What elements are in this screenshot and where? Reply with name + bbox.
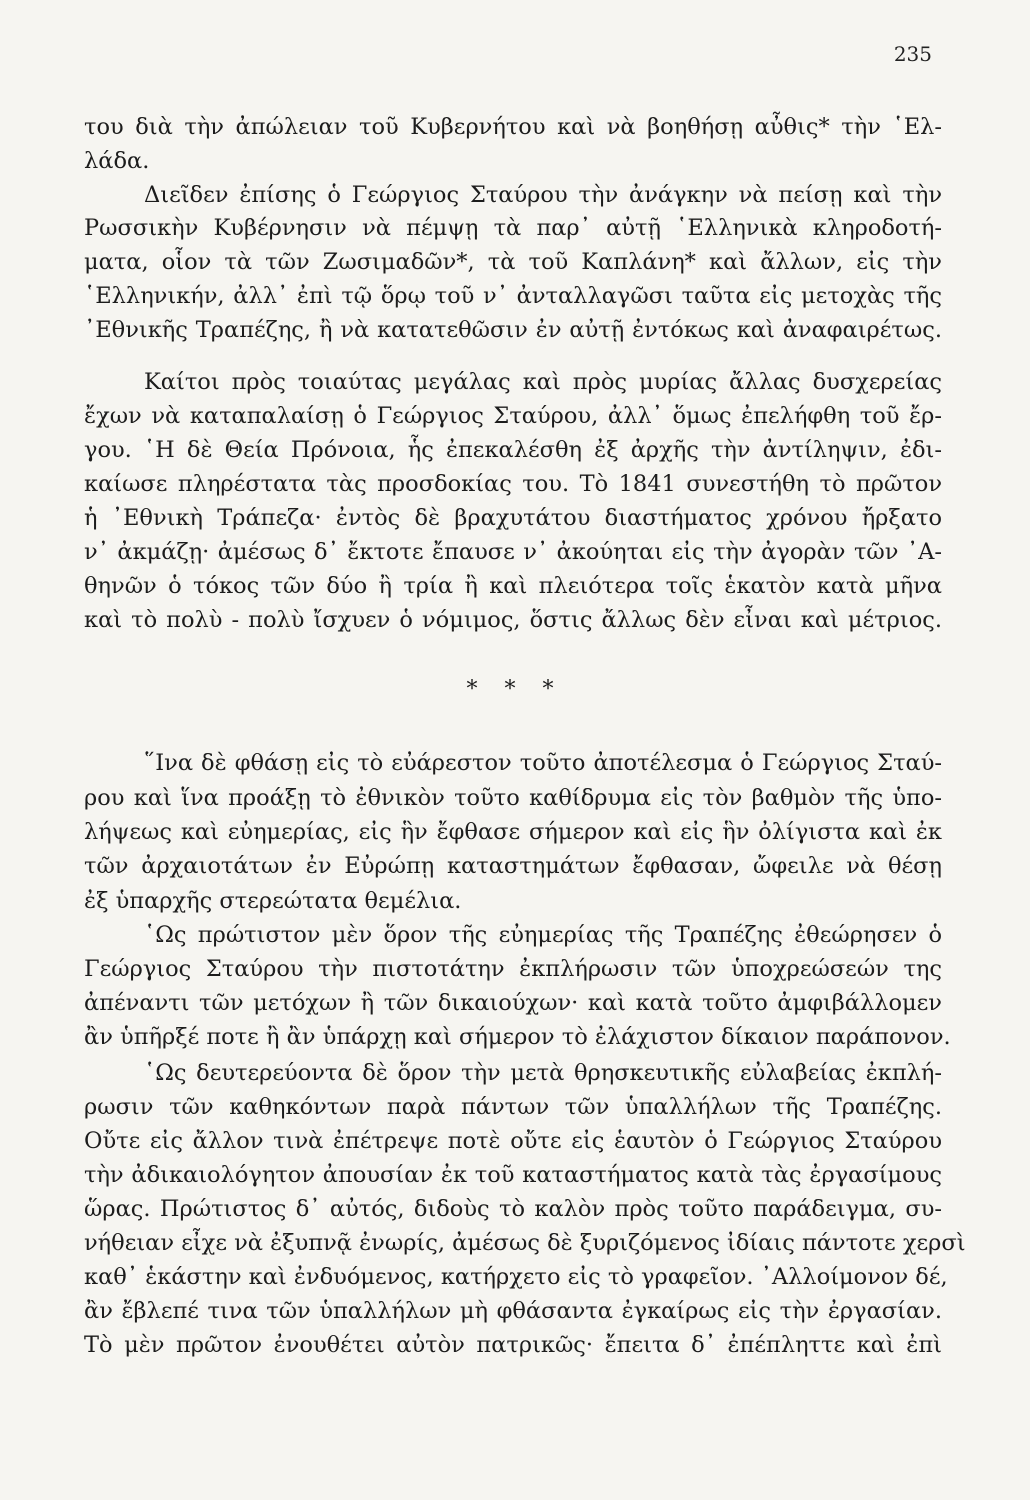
text-line: καθ᾽ ἑκάστην καὶ ἐνδυόμενος, κατήρχετο εἰς τὸ γραφεῖον. ᾽Αλλοίμονον δέ, [84, 1264, 948, 1290]
text-line: ἀπέναντι τῶν μετόχων ἢ τῶν δικαιούχων· καὶ κατὰ τοῦτο ἀμφιβάλλομεν [84, 990, 942, 1016]
text-line: ἡ ᾽Εθνικὴ Τράπεζα· ἐντὸς δὲ βραχυτάτου διαστήματος χρόνου ἤρξατο [84, 505, 942, 531]
text-line: νήθειαν εἶχε νὰ ἐξυπνᾷ ἐνωρίς, ἀμέσως δὲ ξυριζόμενος ἰδίαις πάντοτε χερσὶ [84, 1230, 966, 1256]
text-line: ῾Ως πρώτιστον μὲν ὅρον τῆς εὐημερίας τῆς Τραπέζης ἐθεώρησεν ὁ [144, 922, 942, 948]
text-line: ρου καὶ ἵνα προάξῃ τὸ ἐθνικὸν τοῦτο καθίδρυμα εἰς τὸν βαθμὸν τῆς ὑπο- [84, 785, 942, 811]
text-line: ἂν ἔβλεπέ τινα τῶν ὑπαλλήλων μὴ φθάσαντα ἐγκαίρως εἰς τὴν ἐργασίαν. [84, 1298, 942, 1324]
text-line: θηνῶν ὁ τόκος τῶν δύο ἢ τρία ἢ καὶ πλειότερα τοῖς ἑκατὸν κατὰ μῆνα [84, 573, 942, 599]
text-line: Οὔτε εἰς ἄλλον τινὰ ἐπέτρεψε ποτὲ οὔτε εἰς ἑαυτὸν ὁ Γεώργιος Σταύρου [84, 1128, 942, 1154]
text-line: Καίτοι πρὸς τοιαύτας μεγάλας καὶ πρὸς μυρίας ἄλλας δυσχερείας [144, 369, 942, 395]
page-number: 235 [893, 42, 932, 66]
text-line: ἔχων νὰ καταπαλαίσῃ ὁ Γεώργιος Σταύρου, ἀλλ᾽ ὅμως ἐπελήφθη τοῦ ἔρ- [84, 403, 942, 429]
text-line: ν᾽ ἀκμάζῃ· ἀμέσως δ᾽ ἔκτοτε ἔπαυσε ν᾽ ἀκούηται εἰς τὴν ἀγορὰν τῶν ᾽Α- [84, 539, 942, 565]
text-line: ῾Ελληνικήν, ἀλλ᾽ ἐπὶ τῷ ὅρῳ τοῦ ν᾽ ἀνταλλαγῶσι ταῦτα εἰς μετοχὰς τῆς [84, 283, 942, 309]
text-line: ματα, οἷον τὰ τῶν Ζωσιμαδῶν*, τὰ τοῦ Καπλάνη* καὶ ἄλλων, εἰς τὴν [84, 249, 942, 275]
text-line: ἐξ ὑπαρχῆς στερεώτατα θεμέλια. [84, 888, 462, 914]
text-line: ᾽Εθνικῆς Τραπέζης, ἢ νὰ κατατεθῶσιν ἐν αὐτῇ ἐντόκως καὶ ἀναφαιρέτως. [84, 317, 942, 343]
section-separator: * * * [466, 677, 564, 702]
text-line: Τὸ μὲν πρῶτον ἐνουθέτει αὐτὸν πατρικῶς· ἔπειτα δ᾽ ἐπέπληττε καὶ ἐπὶ [84, 1332, 942, 1358]
text-line: Διεῖδεν ἐπίσης ὁ Γεώργιος Σταύρου τὴν ἀνάγκην νὰ πείσῃ καὶ τὴν [144, 182, 942, 208]
text-line: καίωσε πληρέστατα τὰς προσδοκίας του. Τὸ 1841 συνεστήθη τὸ πρῶτον [84, 471, 942, 497]
text-line: ῾Ως δευτερεύοντα δὲ ὅρον τὴν μετὰ θρησκευτικῆς εὐλαβείας ἐκπλή- [144, 1060, 942, 1086]
text-line: λάδα. [84, 148, 150, 174]
text-line: καὶ τὸ πολὺ - πολὺ ἴσχυεν ὁ νόμιμος, ὅστις ἄλλως δὲν εἶναι καὶ μέτριος. [84, 607, 942, 633]
text-line: ἂν ὑπῆρξέ ποτε ἢ ἂν ὑπάρχῃ καὶ σήμερον τὸ ἐλάχιστον δίκαιον παράπονον. [84, 1024, 951, 1050]
text-line: ὥρας. Πρώτιστος δ᾽ αὐτός, διδοὺς τὸ καλὸν πρὸς τοῦτο παράδειγμα, συ- [84, 1196, 942, 1222]
text-line: ρωσιν τῶν καθηκόντων παρὰ πάντων τῶν ὑπαλλήλων τῆς Τραπέζης. [84, 1094, 942, 1120]
text-line: του διὰ τὴν ἀπώλειαν τοῦ Κυβερνήτου καὶ νὰ βοηθήσῃ αὖθις* τὴν ῾Ελ- [84, 114, 942, 140]
text-line: λήψεως καὶ εὐημερίας, εἰς ἣν ἔφθασε σήμερον καὶ εἰς ἣν ὀλίγιστα καὶ ἐκ [84, 819, 942, 845]
text-line: τῶν ἀρχαιοτάτων ἐν Εὐρώπῃ καταστημάτων ἔφθασαν, ὤφειλε νὰ θέσῃ [84, 853, 942, 879]
text-line: γου. ῾Η δὲ Θεία Πρόνοια, ἧς ἐπεκαλέσθη ἐξ ἀρχῆς τὴν ἀντίληψιν, ἐδι- [84, 437, 942, 463]
text-line: Γεώργιος Σταύρου τὴν πιστοτάτην ἐκπλήρωσιν τῶν ὑποχρεώσεών της [84, 956, 942, 982]
text-line: τὴν ἀδικαιολόγητον ἀπουσίαν ἐκ τοῦ καταστήματος κατὰ τὰς ἐργασίμους [84, 1162, 942, 1188]
text-line: Ρωσσικὴν Κυβέρνησιν νὰ πέμψῃ τὰ παρ᾽ αὐτῇ ῾Ελληνικὰ κληροδοτή- [84, 215, 942, 241]
text-line: ῞Ινα δὲ φθάσῃ εἰς τὸ εὐάρεστον τοῦτο ἀποτέλεσμα ὁ Γεώργιος Σταύ- [144, 750, 942, 776]
